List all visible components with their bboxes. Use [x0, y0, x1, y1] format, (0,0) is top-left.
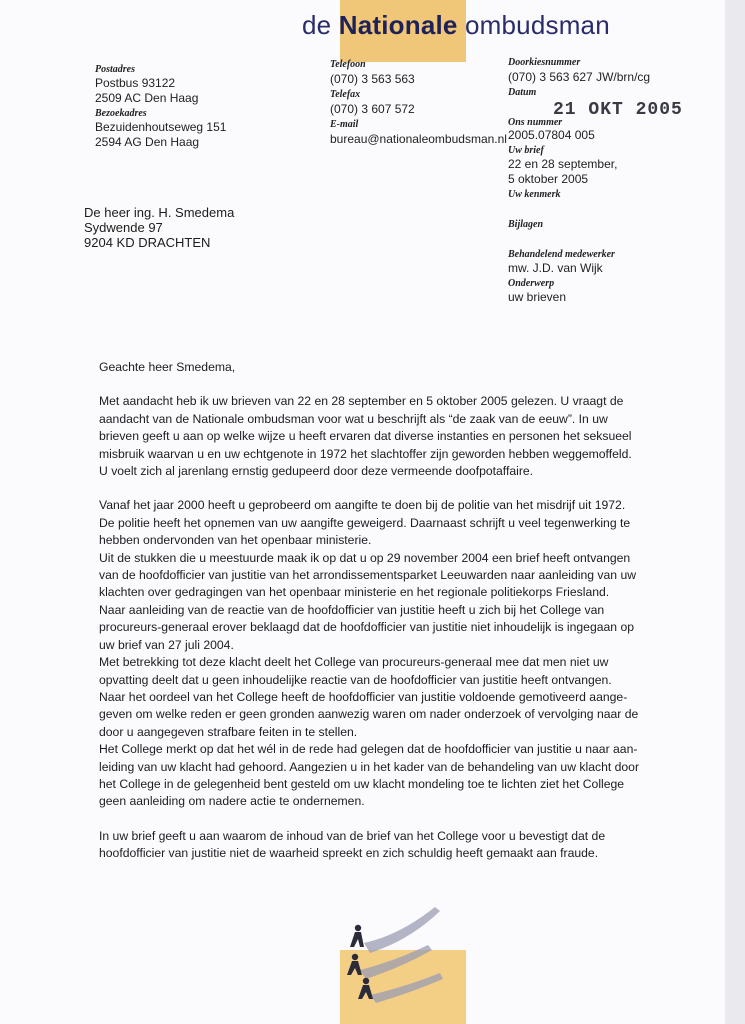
paragraph-line: U voelt zich al jarenlang ernstig gedupeerd door deze vermeende doofpotaffaire.: [99, 464, 534, 479]
paragraph-gap: [99, 811, 641, 828]
bijlagen-label: Bijlagen: [508, 219, 544, 230]
bezoekadres-line1: Bezuidenhoutseweg 151: [95, 120, 227, 134]
paragraph-line: Met betrekking tot deze klacht deelt het College van procureurs-generaal mee dat men niet uw: [99, 655, 609, 670]
scan-edge: [725, 0, 745, 1024]
telefax-label: Telefax: [330, 89, 361, 100]
date-stamp: 21 OKT 2005: [553, 100, 683, 120]
paragraph-line: hoofdofficier van justitie niet de waarheid spreekt en zich schuldig heeft gemaakt aan fraude.: [99, 846, 599, 861]
medewerker-value: mw. J.D. van Wijk: [508, 261, 603, 275]
paragraph-line: leiding van uw klacht had gehoord. Aangezien u in het kader van de behandeling van uw klacht door: [99, 759, 640, 774]
paragraphs: [99, 393, 641, 862]
logo-part2: Nationale: [338, 10, 458, 40]
salutation: Geachte heer Smedema,: [99, 360, 236, 374]
ons-nummer-label: Ons nummer: [508, 117, 563, 128]
postadres-line2: 2509 AC Den Haag: [95, 91, 199, 105]
telefoon-value: (070) 3 563 563: [330, 72, 415, 86]
doorkiesnummer-label: Doorkiesnummer: [508, 57, 581, 68]
paragraph-line: opvatting deelt dat u geen inhoudelijke reactie van de hoofdofficier van justitie heeft ontvangen.: [99, 672, 612, 687]
paragraph-line: Uit de stukken die u meestuurde maak ik op dat u op 29 november 2004 een brief heeft ontvangen: [99, 550, 631, 565]
paragraph: [99, 497, 641, 810]
paragraph-line: Vanaf het jaar 2000 heeft u geprobeerd om aangifte te doen bij de politie van het misdrijf uit 1972.: [99, 498, 626, 513]
bezoekadres-line2: 2594 AG Den Haag: [95, 135, 200, 149]
onderwerp-label: Onderwerp: [508, 278, 555, 289]
uw-brief-line1: 22 en 28 september,: [508, 157, 618, 171]
paragraph-line: In uw brief geeft u aan waarom de inhoud van de brief van het College voor u bevestigt dat de: [99, 828, 606, 843]
logo-part3: ombudsman: [457, 10, 610, 40]
ombudsman-figures-logo-icon: [340, 895, 470, 1010]
email-label: E-mail: [330, 119, 359, 130]
uw-brief-line2: 5 oktober 2005: [508, 172, 589, 186]
postadres-line1: Postbus 93122: [95, 76, 176, 90]
paragraph-line: geven om welke reden er geen gronden aanwezig waren om nader onderzoek of vervolging naar de: [99, 707, 639, 722]
paragraph-line: Het College merkt op dat het wél in de rede had gelegen dat de hoofdofficier van justitie u naar aan-: [99, 742, 638, 757]
letterhead-logo: [302, 10, 610, 41]
bezoekadres-label: Bezoekadres: [95, 108, 147, 119]
recipient-line3: 9204 KD DRACHTEN: [84, 235, 211, 250]
telefoon-label: Telefoon: [330, 59, 366, 70]
medewerker-label: Behandelend medewerker: [508, 249, 615, 260]
datum-label: Datum: [508, 87, 537, 98]
paragraph-line: De politie heeft het opnemen van uw aangifte geweigerd. Daarnaast schrijft u veel tegenwerking te: [99, 515, 631, 530]
doorkiesnummer-value: (070) 3 563 627 JW/brn/cg: [508, 70, 651, 84]
email-value: bureau@nationaleombudsman.nl: [330, 132, 507, 146]
uw-brief-label: Uw brief: [508, 145, 544, 156]
paragraph-line: brieven geeft u aan op welke wijze u heeft ervaren dat diverse instanties en personen het seksueel: [99, 429, 632, 444]
paragraph: [99, 828, 641, 863]
paragraph-line: het College in de gelegenheid bent gesteld om uw klacht mondeling toe te lichten ziet het College: [99, 776, 625, 791]
paragraph-line: door u aangegeven strafbare feiten in te stellen.: [99, 724, 358, 739]
paragraph-line: uw brief van 27 juli 2004.: [99, 637, 234, 652]
uw-kenmerk-label: Uw kenmerk: [508, 189, 561, 200]
recipient-line2: Sydwende 97: [84, 220, 163, 235]
paragraph-line: Met aandacht heb ik uw brieven van 22 en 28 september en 5 oktober 2005 gelezen. U vraagt de: [99, 394, 624, 409]
paragraph-line: klachten over gedragingen van het openbaar ministerie en het regionale politiekorps Friesland.: [99, 585, 610, 600]
logo-part1: de: [302, 10, 339, 40]
telefax-value: (070) 3 607 572: [330, 102, 415, 116]
paragraph-line: misbruik waarvan u en uw echtgenote in 1972 het slachtoffer zijn geworden hebben weggemoffeld.: [99, 446, 632, 461]
paragraph-line: aandacht van de Nationale ombudsman voor wat u beschrijft als “de zaak van de eeuw”. In uw: [99, 411, 608, 426]
recipient-line1: De heer ing. H. Smedema: [84, 205, 235, 220]
letter-body: [99, 359, 641, 863]
paragraph: [99, 393, 641, 480]
onderwerp-value: uw brieven: [508, 290, 567, 304]
paragraph-line: Naar het oordeel van het College heeft de hoofdofficier van justitie voldoende gemotiveerd aange-: [99, 689, 628, 704]
paragraph-gap: [99, 480, 641, 497]
paragraph-line: van de hoofdofficier van justitie van het arrondissementsparket Leeuwarden naar aanleiding van uw: [99, 568, 637, 583]
postadres-label: Postadres: [95, 64, 135, 75]
paragraph-line: hebben ondervonden van het openbaar ministerie.: [99, 533, 372, 548]
paragraph-line: geen aanleiding om nadere actie te ondernemen.: [99, 794, 365, 809]
ons-nummer-value: 2005.07804 005: [508, 128, 595, 142]
paragraph-line: procureurs-generaal erover beklaagd dat de hoofdofficier van justitie niet inhoudelijk is ingegaan op: [99, 620, 635, 635]
paragraph-line: Naar aanleiding van de reactie van de hoofdofficier van justitie heeft u zich bij het College van: [99, 602, 605, 617]
